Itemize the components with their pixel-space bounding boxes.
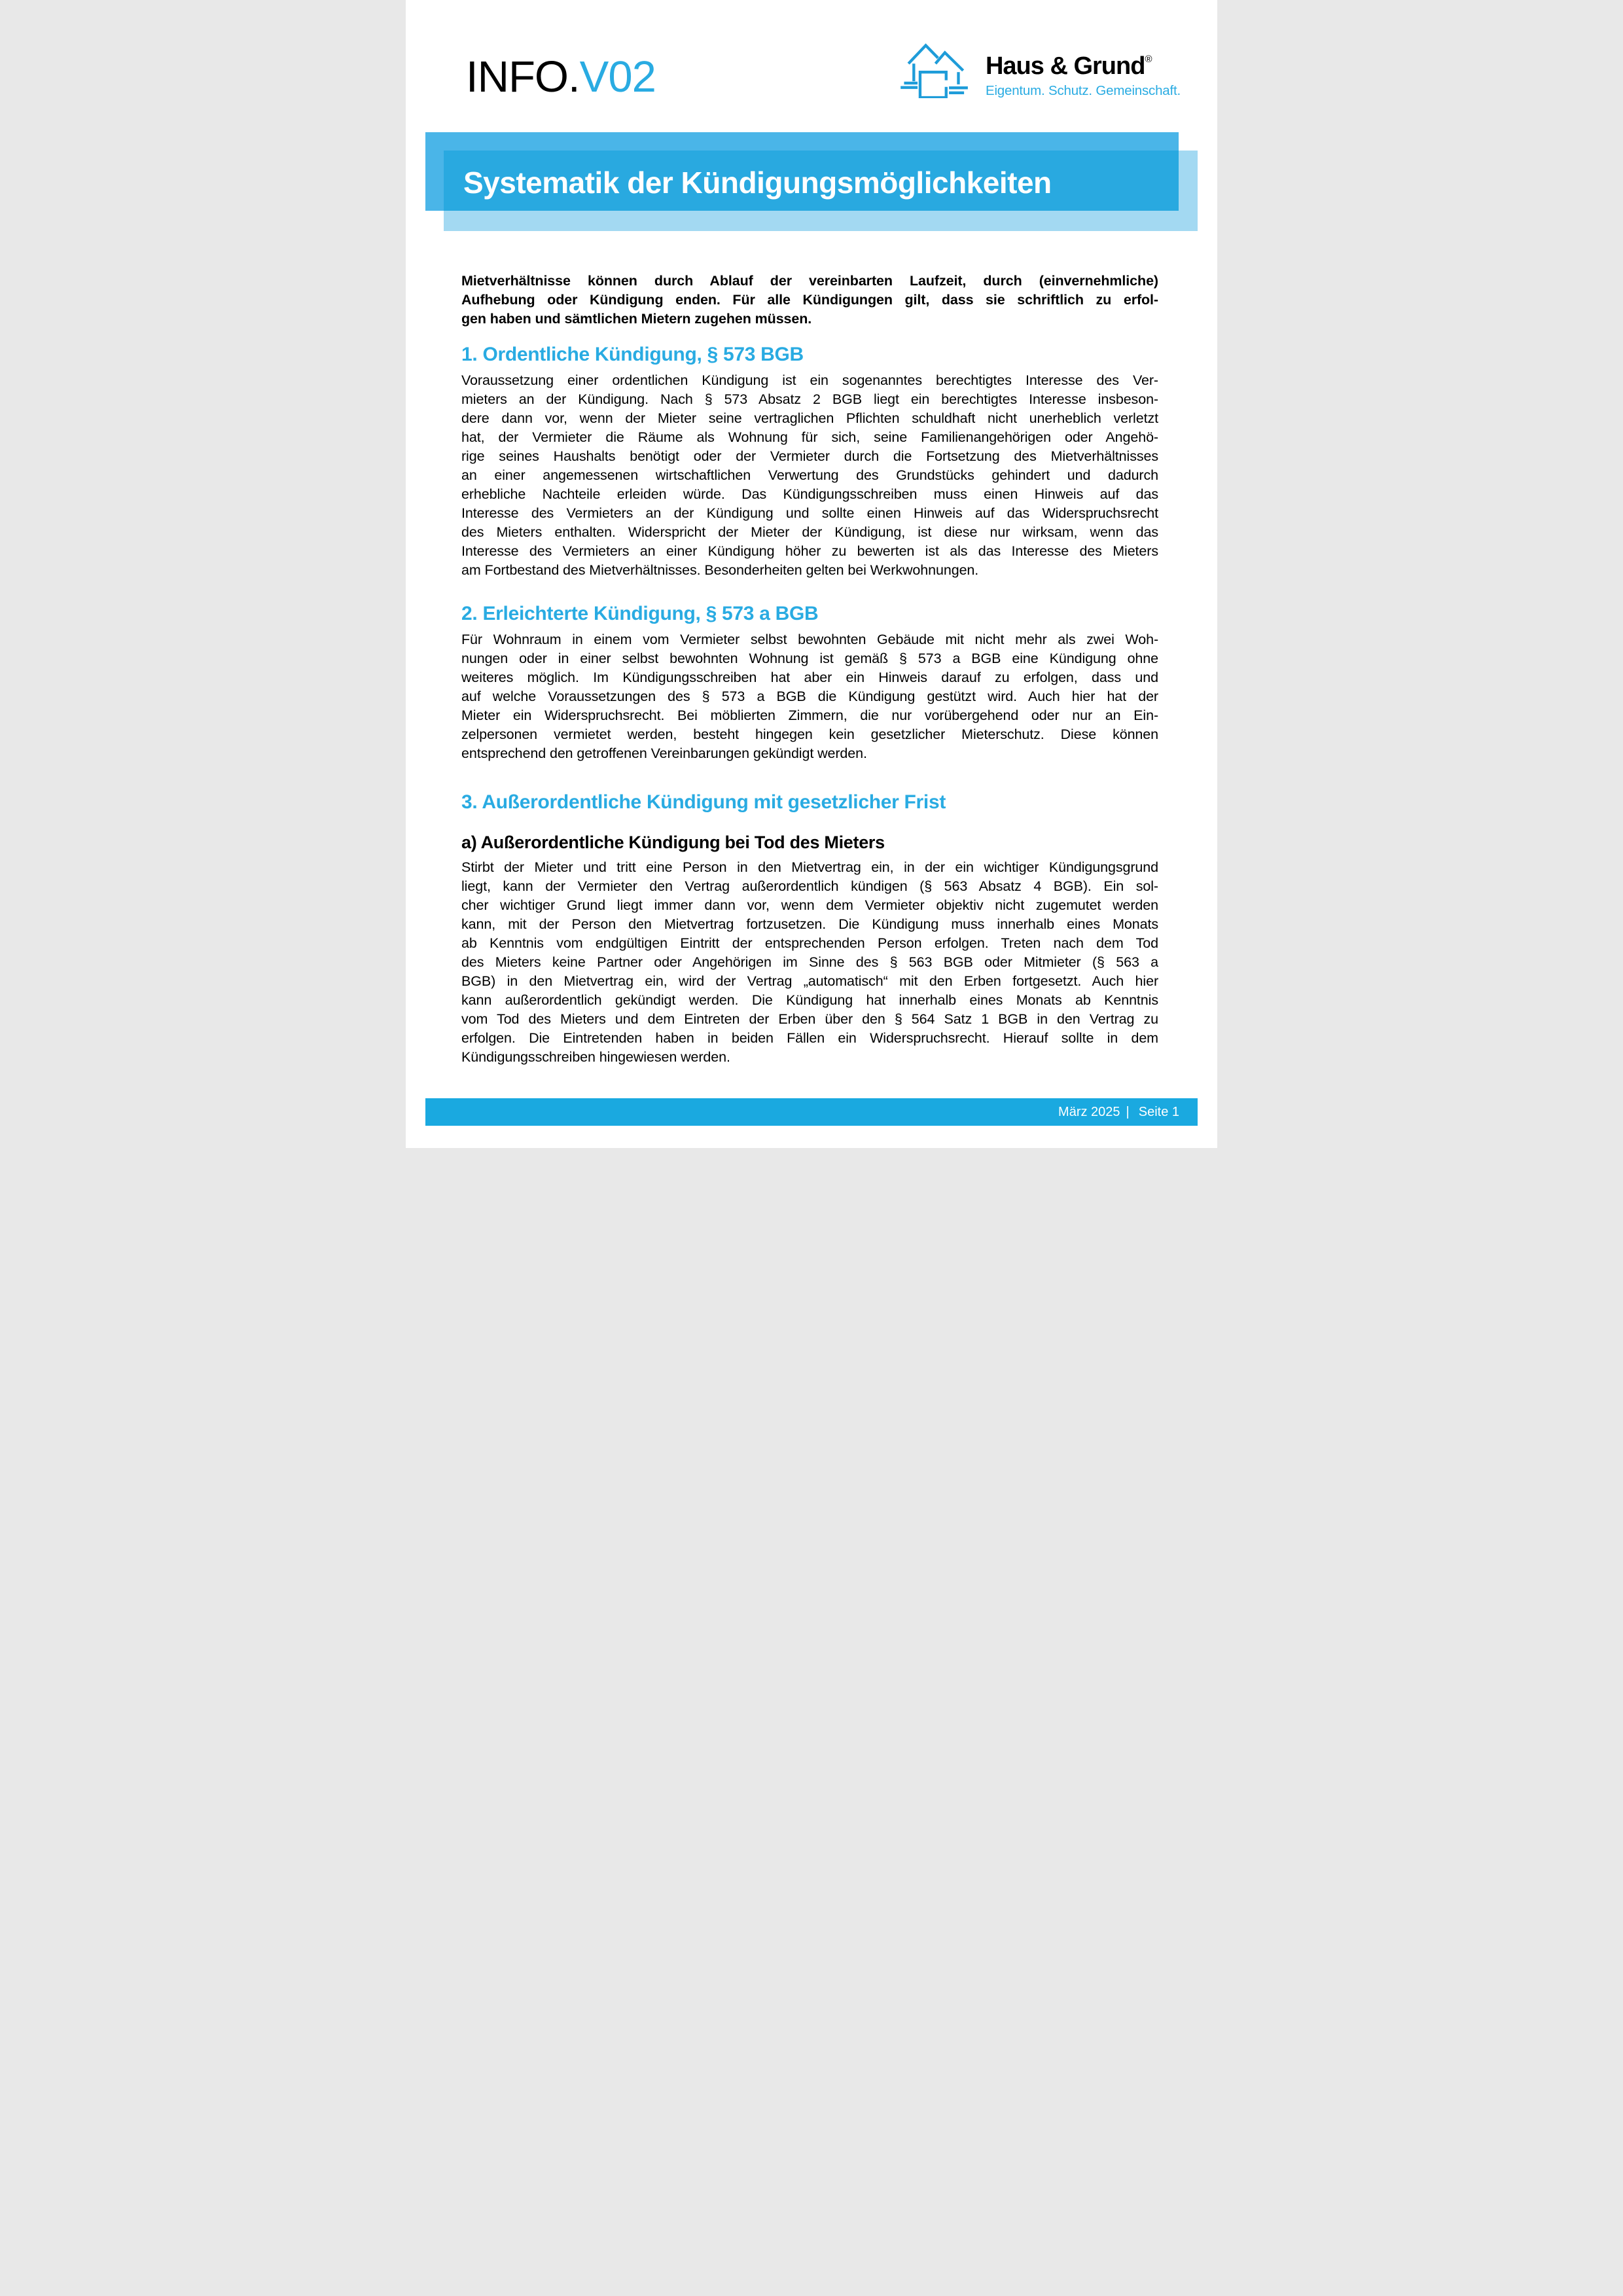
text-line: weiteres möglich. Im Kündigungsschreiben hat aber ein Hinweis darauf zu erfolgen, dass und [461,670,1158,685]
logo-wordmark [986,54,1181,79]
text-line: des Mieters enthalten. Widerspricht der Mieter der Kündigung, ist diese nur wirksam, wenn das [461,524,1158,540]
masthead-title [466,52,656,101]
section-3 [461,791,1158,1067]
footer-separator: | [1126,1104,1130,1119]
text-line: nungen oder in einer selbst bewohnten Wohnung ist gemäß § 573 a BGB eine Kündigung ohne [461,651,1158,666]
logo-slogan: Eigentum. Schutz. Gemeinschaft. [985,83,1181,98]
section-3a-heading: a) Außerordentliche Kündigung bei Tod des Mieters [461,833,885,852]
section-2 [461,602,1158,763]
section-1 [461,343,1158,580]
text-line: ab Kenntnis vom endgültigen Eintritt der entsprechenden Person erfolgen. Treten nach dem Tod [461,935,1158,951]
section-3a-paragraph [461,858,1158,1067]
text-line: zelpersonen vermietet werden, besteht hingegen kein gesetzlicher Mieterschutz. Diese können [461,726,1158,742]
text-line: rige seines Haushalts benötigt oder der Vermieter durch die Fortsetzung des Mietverhältnisses [461,448,1158,464]
document-body [461,272,1158,1067]
section-2-paragraph [461,630,1158,763]
intro-paragraph [461,272,1158,329]
text-line: Kündigungsschreiben hingewiesen werden. [461,1049,730,1065]
text-line: BGB) in den Mietvertrag ein, wird der Vertrag „automatisch“ mit den Erben fortgesetzt. Auch hier [461,973,1158,989]
document-page [406,0,1217,1148]
text-line: am Fortbestand des Mietverhältnisses. Besonderheiten gelten bei Werkwohnungen. [461,562,979,578]
section-3-heading: 3. Außerordentliche Kündigung mit gesetzlicher Frist [461,791,946,813]
text-line: auf welche Voraussetzungen des § 573 a BGB die Kündigung gestützt wird. Auch hier hat der [461,689,1158,704]
text-line: an einer angemessenen wirtschaftlichen Verwertung des Grundstücks gehindert und dadurch [461,467,1158,483]
text-line: Interesse des Vermieters an der Kündigung und sollte einen Hinweis auf das Widerspruchsrecht [461,505,1158,521]
masthead-title-blue: V02 [579,52,656,101]
section-1-heading: 1. Ordentliche Kündigung, § 573 BGB [461,344,804,365]
text-line: erhebliche Nachteile erleiden würde. Das Kündigungsschreiben muss einen Hinweis auf das [461,486,1158,502]
footer-bar [425,1098,1198,1126]
text-line: gen haben und sämtlichen Mietern zugehen müssen. [461,311,812,327]
text-line: Voraussetzung einer ordentlichen Kündigung ist ein sogenanntes berechtigtes Interesse des Ver- [461,372,1158,388]
logo-text [986,54,1181,98]
text-line: liegt, kann der Vermieter den Vertrag außerordentlich kündigen (§ 563 Absatz 4 BGB). Ein sol- [461,878,1158,894]
text-line: Für Wohnraum in einem vom Vermieter selbst bewohnten Gebäude mit nicht mehr als zwei Woh- [461,632,1158,647]
text-line: Mieter ein Widerspruchsrecht. Bei möblierten Zimmern, die nur vorübergehend oder nur an Ein- [461,708,1158,723]
section-1-paragraph [461,371,1158,580]
footer-date: März 2025 [1058,1104,1120,1119]
banner-dark-rect [444,151,1179,211]
text-line: entsprechend den getroffenen Vereinbarungen gekündigt werden. [461,745,867,761]
text-line: Aufhebung oder Kündigung enden. Für alle Kündigungen gilt, dass sie schriftlich zu erfol- [461,292,1158,308]
registered-trademark-icon: ® [1145,54,1152,65]
text-line: Mietverhältnisse können durch Ablauf der vereinbarten Laufzeit, durch (einvernehmliche) [461,273,1158,289]
text-line: vom Tod des Mieters und dem Eintreten der Erben über den § 564 Satz 1 BGB in den Vertrag zu [461,1011,1158,1027]
masthead-title-black: INFO. [466,52,580,101]
footer-page-number: Seite 1 [1138,1104,1179,1119]
text-line: Stirbt der Mieter und tritt eine Person in den Mietvertrag ein, in der ein wichtiger Kündigungsgrund [461,859,1158,875]
text-line: Interesse des Vermieters an einer Kündigung höher zu bewerten ist als das Interesse des Mieters [461,543,1158,559]
text-line: kann, mit der Person den Mietvertrag fortzusetzen. Die Kündigung muss innerhalb eines Monats [461,916,1158,932]
page-title: Systematik der Kündigungsmöglichkeiten [463,166,1052,200]
text-line: cher wichtiger Grund liegt immer dann vor, wenn dem Vermieter objektiv nicht zugemutet werden [461,897,1158,913]
text-line: des Mieters keine Partner oder Angehörigen im Sinne des § 563 BGB oder Mitmieter (§ 563 a [461,954,1158,970]
haus-und-grund-logo [898,35,1181,98]
text-line: hat, der Vermieter die Räume als Wohnung für sich, seine Familienangehörigen oder Angehö- [461,429,1158,445]
text-line: dere dann vor, wenn der Mieter seine vertraglichen Pflichten schuldhaft nicht unerheblich verletzt [461,410,1158,426]
text-line: kann außerordentlich gekündigt werden. Die Kündigung hat innerhalb eines Monats ab Kenntnis [461,992,1158,1008]
text-line: erfolgen. Die Eintretenden haben in beiden Fällen ein Widerspruchsrecht. Hierauf sollte in dem [461,1030,1158,1046]
section-2-heading: 2. Erleichterte Kündigung, § 573 a BGB [461,603,819,624]
house-icon [898,35,971,98]
text-line: mieters an der Kündigung. Nach § 573 Absatz 2 BGB liegt ein berechtigtes Interesse insbeson- [461,391,1158,407]
logo-wordmark-label: Haus & Grund [985,52,1145,80]
